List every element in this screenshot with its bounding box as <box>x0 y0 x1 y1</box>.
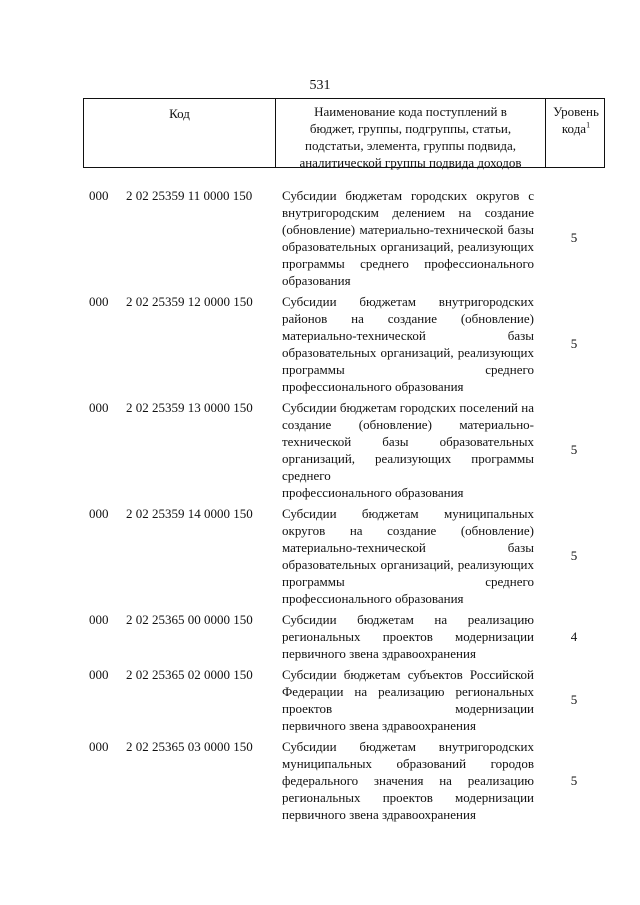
table-row <box>0 666 640 734</box>
revenue-name-text: Субсидии бюджетам городских округов с внутригородским делением на создание (обновление) материально-технической базы образовательных организаций, реализующих программы среднего профессионального <box>282 188 534 271</box>
revenue-name-text: Субсидии бюджетам городских поселений на создание (обновление) материально-технической базы образовательных организаций, реализующих программы среднего <box>282 400 534 483</box>
revenue-name-last-line: профессионального образования <box>282 379 464 394</box>
revenue-name-last-line: профессионального образования <box>282 591 464 606</box>
code-level: 5 <box>570 548 578 563</box>
header-code-label: Код <box>169 106 190 121</box>
revenue-code: 2 02 25359 13 0000 150 <box>126 400 253 415</box>
table-header <box>83 98 605 168</box>
page-number: 531 <box>309 78 331 93</box>
code-level: 5 <box>570 230 578 245</box>
revenue-name <box>282 666 534 734</box>
header-level-line2 <box>546 120 606 137</box>
revenue-name <box>282 399 534 501</box>
revenue-code: 2 02 25365 00 0000 150 <box>126 612 253 627</box>
table-body <box>0 187 640 823</box>
revenue-name-text: Субсидии бюджетам субъектов Российской Федерации на реализацию региональных проектов модернизации <box>282 667 534 716</box>
revenue-name-text: Субсидии бюджетам внутригородских районов на создание (обновление) материально-технической базы образовательных организаций, реализующих программы среднего <box>282 294 534 377</box>
table-row <box>0 399 640 501</box>
admin-code: 000 <box>89 667 109 682</box>
code-level: 5 <box>570 773 578 788</box>
table-row <box>0 187 640 289</box>
table-row <box>0 738 640 823</box>
header-name-line: аналитической группы подвида доходов <box>299 155 522 170</box>
revenue-code: 2 02 25359 12 0000 150 <box>126 294 253 309</box>
revenue-name <box>282 505 534 607</box>
header-code <box>84 99 276 167</box>
revenue-code: 2 02 25359 14 0000 150 <box>126 506 253 521</box>
revenue-name <box>282 187 534 289</box>
admin-code: 000 <box>89 400 109 415</box>
revenue-name-text: Субсидии бюджетам на реализацию региональных проектов модернизации <box>282 612 534 644</box>
code-level: 5 <box>570 336 578 351</box>
header-level-line1: Уровень <box>553 104 599 119</box>
revenue-code: 2 02 25365 03 0000 150 <box>126 739 253 754</box>
header-level-footnote: 1 <box>586 120 591 130</box>
revenue-code: 2 02 25365 02 0000 150 <box>126 667 253 682</box>
revenue-code: 2 02 25359 11 0000 150 <box>126 188 253 203</box>
revenue-name-last-line: образования <box>282 273 351 288</box>
revenue-name <box>282 738 534 823</box>
admin-code: 000 <box>89 188 109 203</box>
admin-code: 000 <box>89 506 109 521</box>
admin-code: 000 <box>89 612 109 627</box>
code-level: 5 <box>570 692 578 707</box>
code-level: 4 <box>570 629 578 644</box>
table-row <box>0 611 640 662</box>
revenue-name <box>282 293 534 395</box>
admin-code: 000 <box>89 294 109 309</box>
table-row <box>0 293 640 395</box>
table-row <box>0 505 640 607</box>
revenue-name-last-line: первичного звена здравоохранения <box>282 718 476 733</box>
code-level: 5 <box>570 442 578 457</box>
header-name-line: подстатьи, элемента, группы подвида, <box>305 138 516 153</box>
header-name-line: Наименование кода поступлений в <box>314 104 507 119</box>
revenue-name-last-line: профессионального образования <box>282 485 464 500</box>
revenue-name <box>282 611 534 662</box>
header-name <box>276 99 546 170</box>
revenue-name-text: Субсидии бюджетам муниципальных округов на создание (обновление) материально-технической базы образовательных организаций, реализующих программы среднего <box>282 506 534 589</box>
revenue-name-last-line: первичного звена здравоохранения <box>282 646 476 661</box>
header-level <box>546 99 606 167</box>
header-name-line: бюджет, группы, подгруппы, статьи, <box>309 121 512 136</box>
revenue-name-last-line: первичного звена здравоохранения <box>282 807 476 822</box>
header-level-text: кода <box>561 121 587 136</box>
admin-code: 000 <box>89 739 109 754</box>
revenue-name-text: Субсидии бюджетам внутригородских муниципальных образований городов федерального значения на реализацию региональных проектов модернизации <box>282 739 534 805</box>
